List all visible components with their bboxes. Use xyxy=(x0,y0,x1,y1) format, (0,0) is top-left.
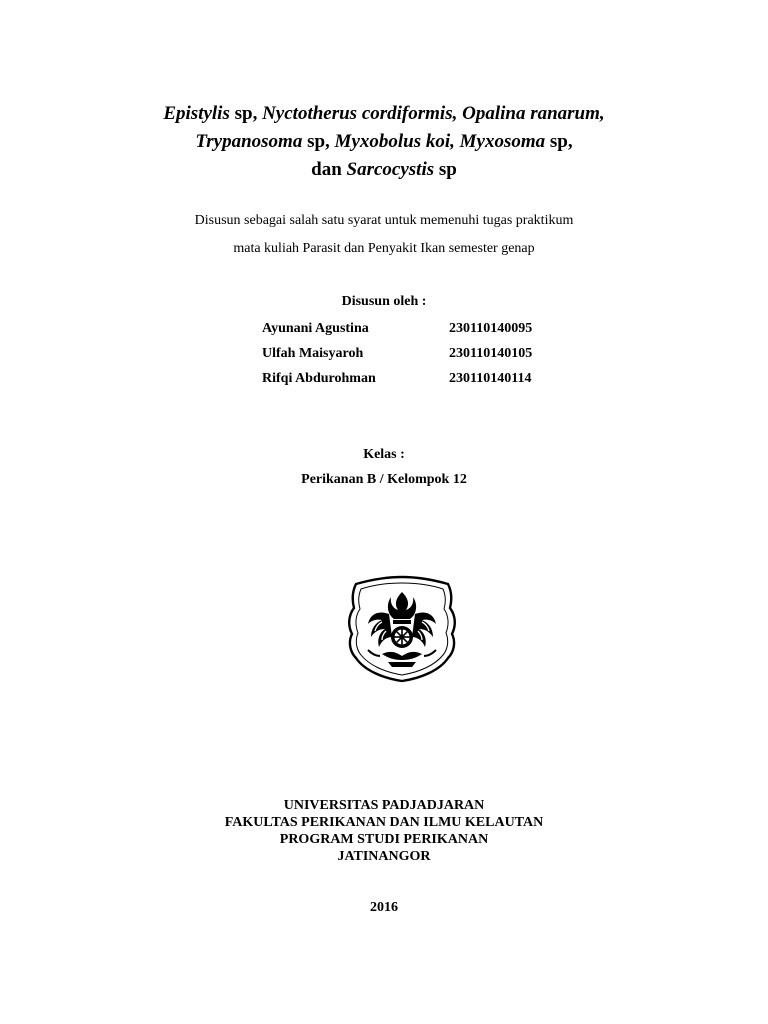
author-name: Ulfah Maisyaroh xyxy=(262,346,364,361)
authors-heading: Disusun oleh : xyxy=(341,294,427,309)
title-line-1 xyxy=(0,100,768,128)
title-segment: Trypanosoma xyxy=(195,131,303,152)
author-row xyxy=(262,371,569,396)
city-name: JATINANGOR xyxy=(337,849,431,864)
title-line-3 xyxy=(0,156,768,184)
title-segment: Sarcocystis xyxy=(346,159,435,180)
title-segment: sp, xyxy=(545,131,573,152)
authors-list xyxy=(262,321,569,396)
institution-block xyxy=(0,797,768,865)
author-student-number: 230110140105 xyxy=(449,346,533,361)
author-name: Rifqi Abdurohman xyxy=(262,371,376,386)
title-segment: dan xyxy=(311,159,347,180)
class-value: Perikanan B / Kelompok 12 xyxy=(301,472,467,487)
title-segment: sp xyxy=(434,159,457,180)
purpose-line-1: Disusun sebagai salah satu syarat untuk memenuhi tugas praktikum xyxy=(194,213,574,228)
title-line-2 xyxy=(0,128,768,156)
faculty-name: FAKULTAS PERIKANAN DAN ILMU KELAUTAN xyxy=(224,815,544,830)
document-title xyxy=(0,100,768,184)
title-segment: Epistylis xyxy=(163,103,230,124)
author-student-number: 230110140114 xyxy=(449,371,532,386)
class-heading: Kelas : xyxy=(363,447,405,462)
university-name: UNIVERSITAS PADJADJARAN xyxy=(283,798,485,813)
author-name: Ayunani Agustina xyxy=(262,321,369,336)
author-student-number: 230110140095 xyxy=(449,321,533,336)
university-emblem-icon xyxy=(342,574,462,684)
title-segment: Myxobolus koi, Myxosoma xyxy=(334,131,546,152)
title-segment: sp, xyxy=(229,103,263,124)
title-segment: sp, xyxy=(302,131,335,152)
title-segment: Nyctotherus cordiformis, Opalina ranarum, xyxy=(262,103,605,124)
purpose-statement xyxy=(0,207,768,263)
year: 2016 xyxy=(370,900,398,915)
author-row xyxy=(262,321,569,346)
author-row xyxy=(262,346,569,371)
study-program-name: PROGRAM STUDI PERIKANAN xyxy=(279,832,489,847)
purpose-line-2: mata kuliah Parasit dan Penyakit Ikan semester genap xyxy=(233,241,535,256)
